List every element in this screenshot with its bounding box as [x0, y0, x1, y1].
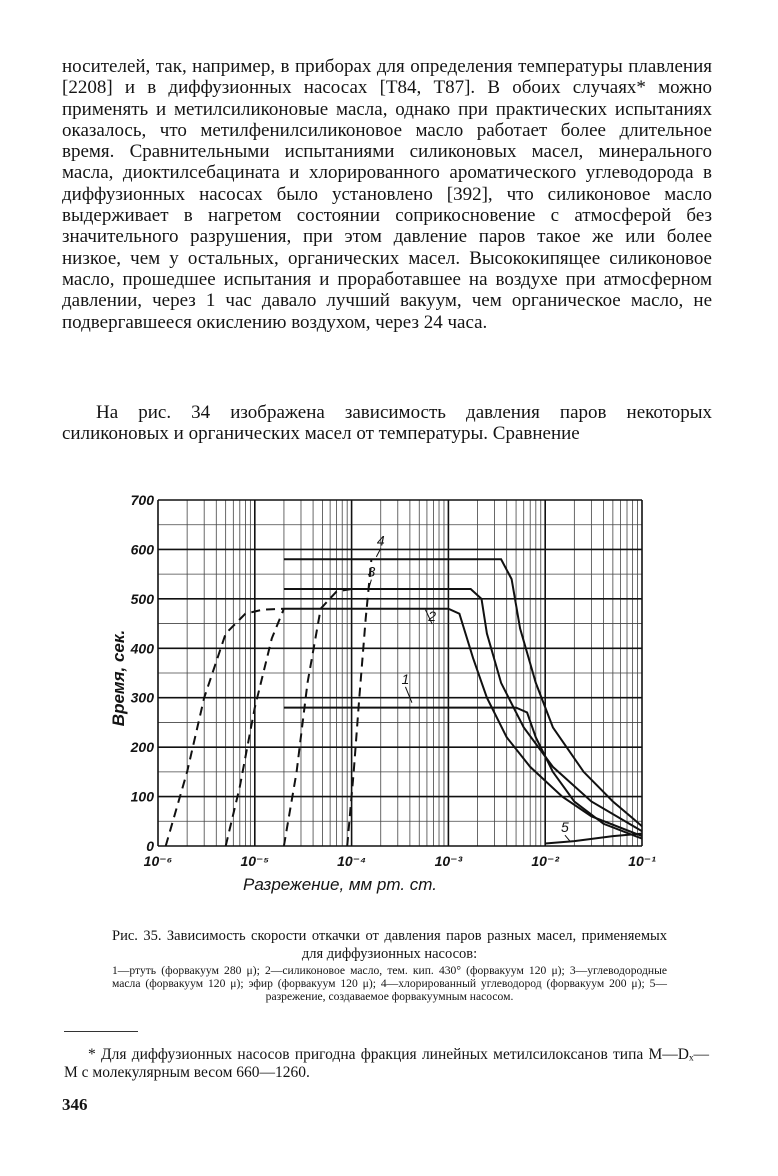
y-axis-label: Время, сек.	[109, 629, 128, 727]
x-tick-label: 10⁻⁴	[337, 853, 367, 869]
footnote-rule	[64, 1031, 138, 1032]
y-tick-label: 600	[130, 541, 154, 558]
figure-35	[100, 488, 660, 908]
y-tick-label: 300	[130, 689, 154, 706]
series-3-dashed-line	[284, 589, 352, 846]
y-tick-label: 0	[146, 838, 154, 854]
series-1-label: 1	[401, 670, 410, 687]
series-5-label: 5	[561, 819, 569, 836]
y-tick-label: 400	[130, 640, 154, 657]
y-tick-label: 700	[130, 492, 154, 508]
body-paragraph: На рис. 34 изображена зависимость давления паров некоторых силиконовых и органических масел от температуры. Сравнение	[62, 402, 712, 445]
body-paragraph: носителей, так, например, в приборах для определения температуры плавления [2208] и в диффузионных насосах [Т84, Т87]. В обоих случаях* можно применять и метилсиликоновые масла, однако при практических испытаниях оказалось, что метилфенилсиликоновое масло работает более длительное время. Сравнительными испытаниями силиконовых масел, минерального масла, диоктилсебацината и хлорированного ароматического углеводорода в диффузионных насосах было установлено [392], что силиконовое масло выдерживает в нагретом состоянии соприкосновение с атмосферой без значительного разрушения, при этом давление паров такое же или более низкое, чем у остальных, органических масел. Высококипящее силиконовое масло, прошедшее испытания и проработавшее на воздухе при атмосферном давлении, через 1 час давало лучший вакуум, чем органическое масло, не подвергавшееся окислению воздухом, через 24 часа.	[62, 56, 712, 333]
y-tick-label: 100	[130, 788, 154, 805]
series-1-leader	[405, 687, 411, 703]
page-number: 346	[62, 1095, 88, 1114]
series-5-leader	[565, 835, 570, 841]
series-4-label: 4	[376, 532, 385, 549]
figure-caption-legend: 1—ртуть (форвакуум 280 μ); 2—силиконовое масло, тем. кип. 430° (форвакуум 120 μ); 3—углеводородные масла (форвакуум 120 μ); эфир (форвакуум 120 μ); 4—хлорированный углеводород (форвакуум 200 μ); 5—разрежение, создаваемое форвакуумным насосом.	[112, 964, 667, 1003]
series-1-line	[284, 708, 642, 839]
chart	[100, 488, 660, 908]
x-tick-label: 10⁻³	[434, 853, 463, 869]
x-tick-label: 10⁻⁵	[240, 853, 270, 869]
x-tick-label: 10⁻¹	[628, 853, 656, 869]
x-tick-label: 10⁻⁶	[143, 853, 173, 869]
x-tick-label: 10⁻²	[531, 853, 560, 869]
series-5-line	[545, 834, 642, 844]
y-tick-label: 500	[130, 590, 154, 607]
y-tick-label: 200	[130, 739, 154, 756]
figure-caption-title: Рис. 35. Зависимость скорости откачки от давления паров разных масел, применяемых для диффузионных насосов:	[112, 928, 667, 962]
series-2-label: 2	[428, 608, 437, 625]
footnote: * Для диффузионных насосов пригодна фракция линейных метилсилоксанов типа M—Dₓ—M с молекулярным весом 660—1260.	[64, 1046, 709, 1081]
x-axis-label: Разрежение, мм рт. ст.	[243, 875, 437, 894]
series-3-label: 3	[367, 563, 376, 580]
series-1-dashed-line	[166, 609, 284, 846]
